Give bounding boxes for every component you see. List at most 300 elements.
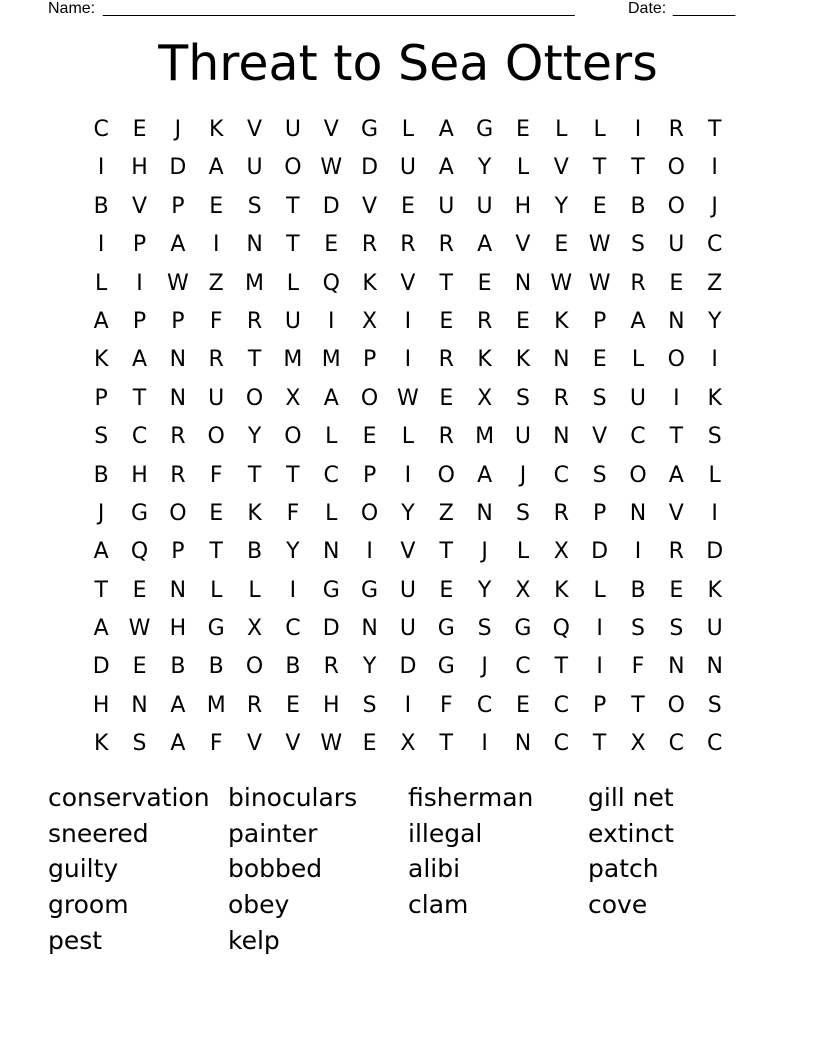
page-title: Threat to Sea Otters [158, 35, 658, 92]
grid-letter: P [171, 308, 185, 334]
grid-letter: J [481, 654, 488, 680]
grid-letter: I [404, 308, 412, 334]
grid-letter: T [631, 155, 645, 181]
grid-letter: F [209, 308, 223, 334]
grid-letter: E [209, 500, 224, 526]
grid-letter: F [439, 692, 453, 718]
grid-letter: Q [552, 616, 570, 642]
grid-letter: R [438, 347, 454, 373]
grid-letter: M [321, 347, 341, 373]
grid-letter: O [667, 347, 685, 373]
grid-letter: E [400, 193, 415, 219]
grid-letter: N [553, 347, 570, 373]
grid-letter: U [706, 616, 723, 642]
grid-letter: P [593, 308, 607, 334]
grid-letter: N [246, 232, 263, 258]
grid-letter: K [362, 270, 377, 296]
grid-letter: S [362, 692, 377, 718]
grid-letter: P [362, 462, 377, 488]
grid-letter: T [286, 232, 300, 258]
grid-letter: L [325, 500, 338, 526]
grid-letter: K [247, 500, 262, 526]
grid-letter: E [669, 577, 684, 603]
grid-letter: I [366, 539, 373, 565]
grid-letter: D [92, 654, 110, 680]
grid-letter: O [667, 155, 685, 181]
grid-letter: I [212, 232, 220, 258]
grid-letter: P [94, 385, 108, 411]
grid-letter: Y [286, 539, 300, 565]
grid-row [82, 265, 734, 303]
grid-letter: X [515, 577, 531, 603]
grid-letter: B [170, 654, 186, 680]
grid-letter: W [320, 155, 343, 181]
grid-letter: P [593, 500, 607, 526]
grid-letter: A [208, 155, 224, 181]
grid-letter: N [668, 654, 685, 680]
grid-letter: L [401, 117, 415, 142]
grid-letter: O [245, 654, 264, 680]
grid-letter: I [711, 500, 718, 526]
grid-letter: A [477, 462, 493, 488]
grid-row [82, 725, 734, 763]
grid-letter: N [169, 385, 187, 411]
grid-letter: Y [554, 193, 569, 219]
grid-letter: C [706, 731, 723, 757]
grid-letter: I [136, 270, 143, 296]
grid-letter: V [362, 193, 378, 219]
grid-letter: U [399, 577, 416, 603]
grid-letter: I [289, 577, 297, 603]
grid-letter: R [668, 117, 684, 142]
grid-row [82, 610, 734, 648]
grid-letter: T [554, 654, 569, 680]
grid-letter: R [400, 232, 416, 258]
grid-letter: X [247, 616, 263, 642]
grid-letter: N [361, 616, 378, 642]
grid-letter: C [630, 424, 646, 450]
grid-letter: S [631, 616, 645, 642]
grid-row [82, 341, 734, 379]
grid-letter: L [631, 347, 645, 373]
grid-letter: S [132, 731, 147, 757]
grid-row [82, 380, 734, 418]
grid-letter: A [93, 616, 109, 642]
name-label: Name: [48, 0, 96, 17]
grid-row [82, 303, 734, 341]
grid-letter: V [323, 117, 339, 142]
grid-letter: E [554, 232, 569, 258]
grid-letter: S [515, 500, 530, 526]
grid-row [82, 495, 734, 533]
grid-letter: B [93, 462, 109, 488]
grid-letter: I [404, 347, 412, 373]
word-bank-item: painter [228, 818, 318, 848]
grid-letter: F [286, 500, 300, 526]
grid-row [82, 418, 734, 456]
grid-letter: D [322, 193, 340, 219]
grid-letter: I [481, 731, 488, 757]
grid-letter: A [131, 347, 148, 373]
grid-letter: I [404, 692, 412, 718]
word-bank-item: conservation [48, 783, 210, 812]
grid-letter: Z [208, 270, 224, 296]
grid-letter: N [706, 654, 723, 680]
grid-letter: O [360, 500, 379, 526]
grid-letter: E [516, 692, 530, 718]
grid-letter: B [93, 193, 109, 219]
grid-letter: V [247, 117, 263, 142]
word-bank [48, 780, 768, 958]
grid-letter: T [439, 731, 453, 757]
grid-letter: U [208, 385, 225, 411]
grid-letter: C [515, 654, 531, 680]
grid-letter: K [707, 385, 722, 411]
grid-letter: W [550, 270, 573, 296]
word-bank-item: fisherman [408, 783, 534, 812]
grid-letter: N [169, 577, 187, 603]
grid-letter: O [245, 385, 264, 411]
date-blank-line: _______ [673, 0, 736, 17]
grid-letter: D [322, 616, 340, 642]
word-bank-item: clam [408, 890, 469, 920]
grid-letter: H [92, 692, 110, 718]
grid-letter: H [322, 692, 340, 718]
grid-letter: K [93, 347, 109, 373]
grid-letter: U [284, 308, 301, 334]
grid-letter: L [95, 270, 108, 296]
grid-letter: V [285, 731, 301, 757]
grid-letter: B [630, 577, 646, 603]
grid-letter: O [284, 424, 302, 450]
grid-letter: L [516, 539, 530, 565]
grid-letter: E [516, 308, 530, 334]
grid-letter: T [209, 539, 223, 565]
grid-letter: V [515, 232, 531, 258]
grid-letter: M [475, 424, 495, 450]
grid-letter: U [399, 616, 416, 642]
grid-letter: B [285, 654, 301, 680]
grid-letter: P [132, 232, 147, 258]
grid-letter: B [247, 539, 263, 565]
grid-letter: E [362, 731, 377, 757]
grid-letter: U [476, 193, 493, 219]
grid-letter: P [362, 347, 377, 373]
grid-letter: K [93, 731, 109, 757]
grid-letter: V [131, 193, 148, 219]
grid-letter: T [707, 117, 722, 142]
grid-letter: A [93, 539, 109, 565]
grid-letter: T [286, 462, 300, 488]
grid-letter: P [171, 193, 185, 219]
grid-letter: Y [401, 500, 415, 526]
grid-letter: C [93, 117, 109, 142]
grid-letter: D [591, 539, 609, 565]
grid-letter: R [170, 424, 186, 450]
grid-letter: F [631, 654, 645, 680]
grid-row [82, 648, 734, 686]
grid-letter: N [668, 308, 685, 334]
grid-letter: G [361, 577, 379, 603]
grid-letter: R [553, 385, 569, 411]
word-bank-item: illegal [408, 818, 483, 848]
grid-letter: I [711, 347, 718, 373]
grid-letter: L [516, 155, 530, 181]
grid-letter: T [631, 692, 645, 718]
grid-letter: Y [477, 577, 492, 603]
grid-letter: E [477, 270, 492, 296]
grid-letter: M [206, 692, 226, 718]
grid-letter: D [706, 539, 724, 565]
grid-letter: D [169, 155, 187, 181]
grid-row [82, 111, 734, 149]
grid-letter: H [131, 462, 148, 488]
grid-letter: N [476, 500, 493, 526]
grid-letter: I [97, 155, 105, 181]
grid-letter: Y [362, 654, 377, 680]
grid-letter: D [399, 654, 417, 680]
word-bank-item: obey [228, 890, 290, 920]
grid-letter: U [284, 117, 301, 142]
grid-letter: Y [477, 155, 492, 181]
grid-letter: U [399, 155, 416, 181]
grid-letter: F [209, 731, 223, 757]
letter-grid [82, 111, 734, 764]
grid-letter: N [553, 424, 570, 450]
grid-letter: S [592, 385, 607, 411]
word-bank-item: bobbed [228, 854, 323, 884]
grid-letter: A [477, 232, 493, 258]
grid-letter: A [438, 117, 454, 142]
grid-letter: O [437, 462, 455, 488]
grid-letter: T [94, 577, 108, 603]
grid-letter: N [514, 270, 532, 296]
grid-letter: S [707, 424, 722, 450]
grid-letter: W [588, 232, 611, 258]
grid-letter: E [439, 385, 454, 411]
grid-letter: R [361, 232, 378, 258]
grid-letter: E [516, 117, 530, 142]
grid-letter: R [208, 347, 224, 373]
grid-letter: B [208, 654, 224, 680]
word-bank-item: extinct [588, 818, 674, 848]
grid-letter: J [97, 500, 105, 526]
grid-letter: V [400, 270, 416, 296]
grid-letter: J [174, 117, 182, 142]
grid-letter: H [169, 616, 187, 642]
grid-row [82, 188, 734, 226]
grid-letter: V [668, 500, 684, 526]
grid-letter: B [630, 193, 646, 219]
grid-letter: N [131, 692, 148, 718]
grid-letter: I [596, 616, 603, 642]
grid-row [82, 572, 734, 610]
grid-letter: T [592, 155, 607, 181]
grid-row [82, 533, 734, 571]
grid-letter: E [592, 193, 607, 219]
grid-letter: L [286, 270, 300, 296]
grid-row [82, 149, 734, 187]
grid-letter: G [514, 616, 532, 642]
word-bank-item: kelp [228, 925, 280, 955]
header-line [48, 0, 768, 18]
grid-letter: V [400, 539, 416, 565]
grid-letter: E [209, 193, 224, 219]
grid-letter: R [668, 539, 684, 565]
grid-letter: E [132, 117, 147, 142]
grid-letter: I [97, 232, 105, 258]
word-bank-item: guilty [48, 854, 119, 884]
grid-letter: E [324, 232, 339, 258]
grid-letter: T [286, 193, 300, 219]
grid-letter: N [323, 539, 340, 565]
grid-letter: L [593, 577, 606, 603]
word-bank-item: binoculars [228, 783, 358, 812]
grid-letter: S [94, 424, 109, 450]
grid-letter: N [629, 500, 647, 526]
grid-letter: L [401, 424, 415, 450]
grid-letter: I [596, 654, 603, 680]
grid-letter: U [246, 155, 263, 181]
word-bank-item: alibi [408, 854, 461, 884]
grid-letter: Q [322, 270, 340, 296]
grid-letter: I [327, 308, 335, 334]
grid-letter: J [711, 193, 718, 219]
grid-letter: W [397, 385, 419, 411]
grid-row [82, 457, 734, 495]
grid-letter: C [323, 462, 339, 488]
grid-letter: A [323, 385, 339, 411]
grid-letter: S [515, 385, 530, 411]
grid-row [82, 226, 734, 264]
grid-letter: W [320, 731, 343, 757]
grid-letter: X [630, 731, 646, 757]
grid-letter: R [438, 424, 454, 450]
grid-letter: X [553, 539, 569, 565]
grid-letter: G [437, 616, 455, 642]
grid-letter: G [437, 654, 455, 680]
grid-letter: E [132, 577, 147, 603]
grid-letter: W [588, 270, 611, 296]
grid-letter: R [553, 500, 569, 526]
word-bank-item: cove [588, 890, 648, 920]
word-bank-item: pest [48, 925, 103, 955]
grid-letter: C [476, 692, 493, 718]
word-bank-item: groom [48, 890, 129, 920]
grid-letter: F [209, 462, 223, 488]
grid-letter: I [634, 117, 642, 142]
grid-letter: L [555, 117, 568, 142]
grid-letter: S [477, 616, 492, 642]
grid-letter: K [707, 577, 722, 603]
grid-letter: T [592, 731, 607, 757]
grid-letter: Y [707, 308, 722, 334]
grid-letter: L [325, 424, 338, 450]
grid-letter: S [592, 462, 607, 488]
grid-letter: C [553, 462, 569, 488]
grid-letter: I [634, 539, 642, 565]
grid-letter: V [553, 155, 569, 181]
grid-letter: U [438, 193, 455, 219]
grid-letter: G [361, 117, 379, 142]
grid-letter: K [515, 347, 531, 373]
grid-letter: U [629, 385, 647, 411]
grid-letter: K [208, 117, 224, 142]
grid-letter: X [362, 308, 378, 334]
grid-letter: G [476, 117, 494, 142]
grid-letter: R [476, 308, 493, 334]
grid-letter: L [593, 117, 606, 142]
grid-letter: U [514, 424, 531, 450]
grid-letter: Z [707, 270, 723, 296]
grid-letter: I [673, 385, 680, 411]
grid-letter: K [477, 347, 492, 373]
grid-letter: R [246, 308, 263, 334]
grid-letter: G [130, 500, 149, 526]
grid-letter: E [592, 347, 607, 373]
grid-letter: I [404, 462, 412, 488]
grid-letter: J [481, 539, 488, 565]
grid-letter: C [285, 616, 301, 642]
grid-letter: O [667, 193, 685, 219]
grid-letter: E [439, 308, 454, 334]
date-label: Date: [628, 0, 667, 17]
grid-letter: L [210, 577, 223, 603]
grid-letter: N [514, 731, 532, 757]
grid-letter: H [514, 193, 532, 219]
grid-letter: C [553, 731, 569, 757]
grid-letter: E [669, 270, 684, 296]
grid-letter: P [132, 308, 147, 334]
grid-letter: Y [247, 424, 262, 450]
grid-letter: J [519, 462, 527, 488]
grid-letter: T [439, 539, 453, 565]
grid-letter: R [323, 654, 339, 680]
grid-letter: A [170, 692, 186, 718]
grid-letter: R [170, 462, 186, 488]
grid-row [82, 687, 734, 725]
grid-letter: C [553, 692, 569, 718]
grid-letter: U [668, 232, 685, 258]
grid-letter: X [285, 385, 301, 411]
grid-letter: C [706, 232, 723, 258]
grid-letter: K [554, 308, 569, 334]
grid-letter: V [592, 424, 608, 450]
grid-letter: V [247, 731, 263, 757]
grid-letter: L [708, 462, 721, 488]
grid-letter: Z [438, 500, 454, 526]
grid-letter: S [669, 616, 684, 642]
grid-letter: A [170, 232, 186, 258]
grid-letter: C [131, 424, 148, 450]
grid-letter: O [284, 155, 302, 181]
grid-letter: O [667, 692, 685, 718]
grid-letter: Q [130, 539, 149, 565]
grid-letter: E [439, 577, 454, 603]
grid-letter: T [132, 385, 147, 411]
word-bank-item: gill net [588, 783, 674, 812]
grid-letter: A [93, 308, 109, 334]
grid-letter: S [707, 692, 722, 718]
name-blank-line: _____________________________________________________ [103, 0, 575, 17]
grid-letter: E [285, 692, 300, 718]
grid-letter: A [668, 462, 684, 488]
grid-letter: R [630, 270, 646, 296]
grid-letter: O [360, 385, 379, 411]
grid-letter: H [131, 155, 148, 181]
grid-letter: S [247, 193, 262, 219]
grid-letter: A [630, 308, 646, 334]
